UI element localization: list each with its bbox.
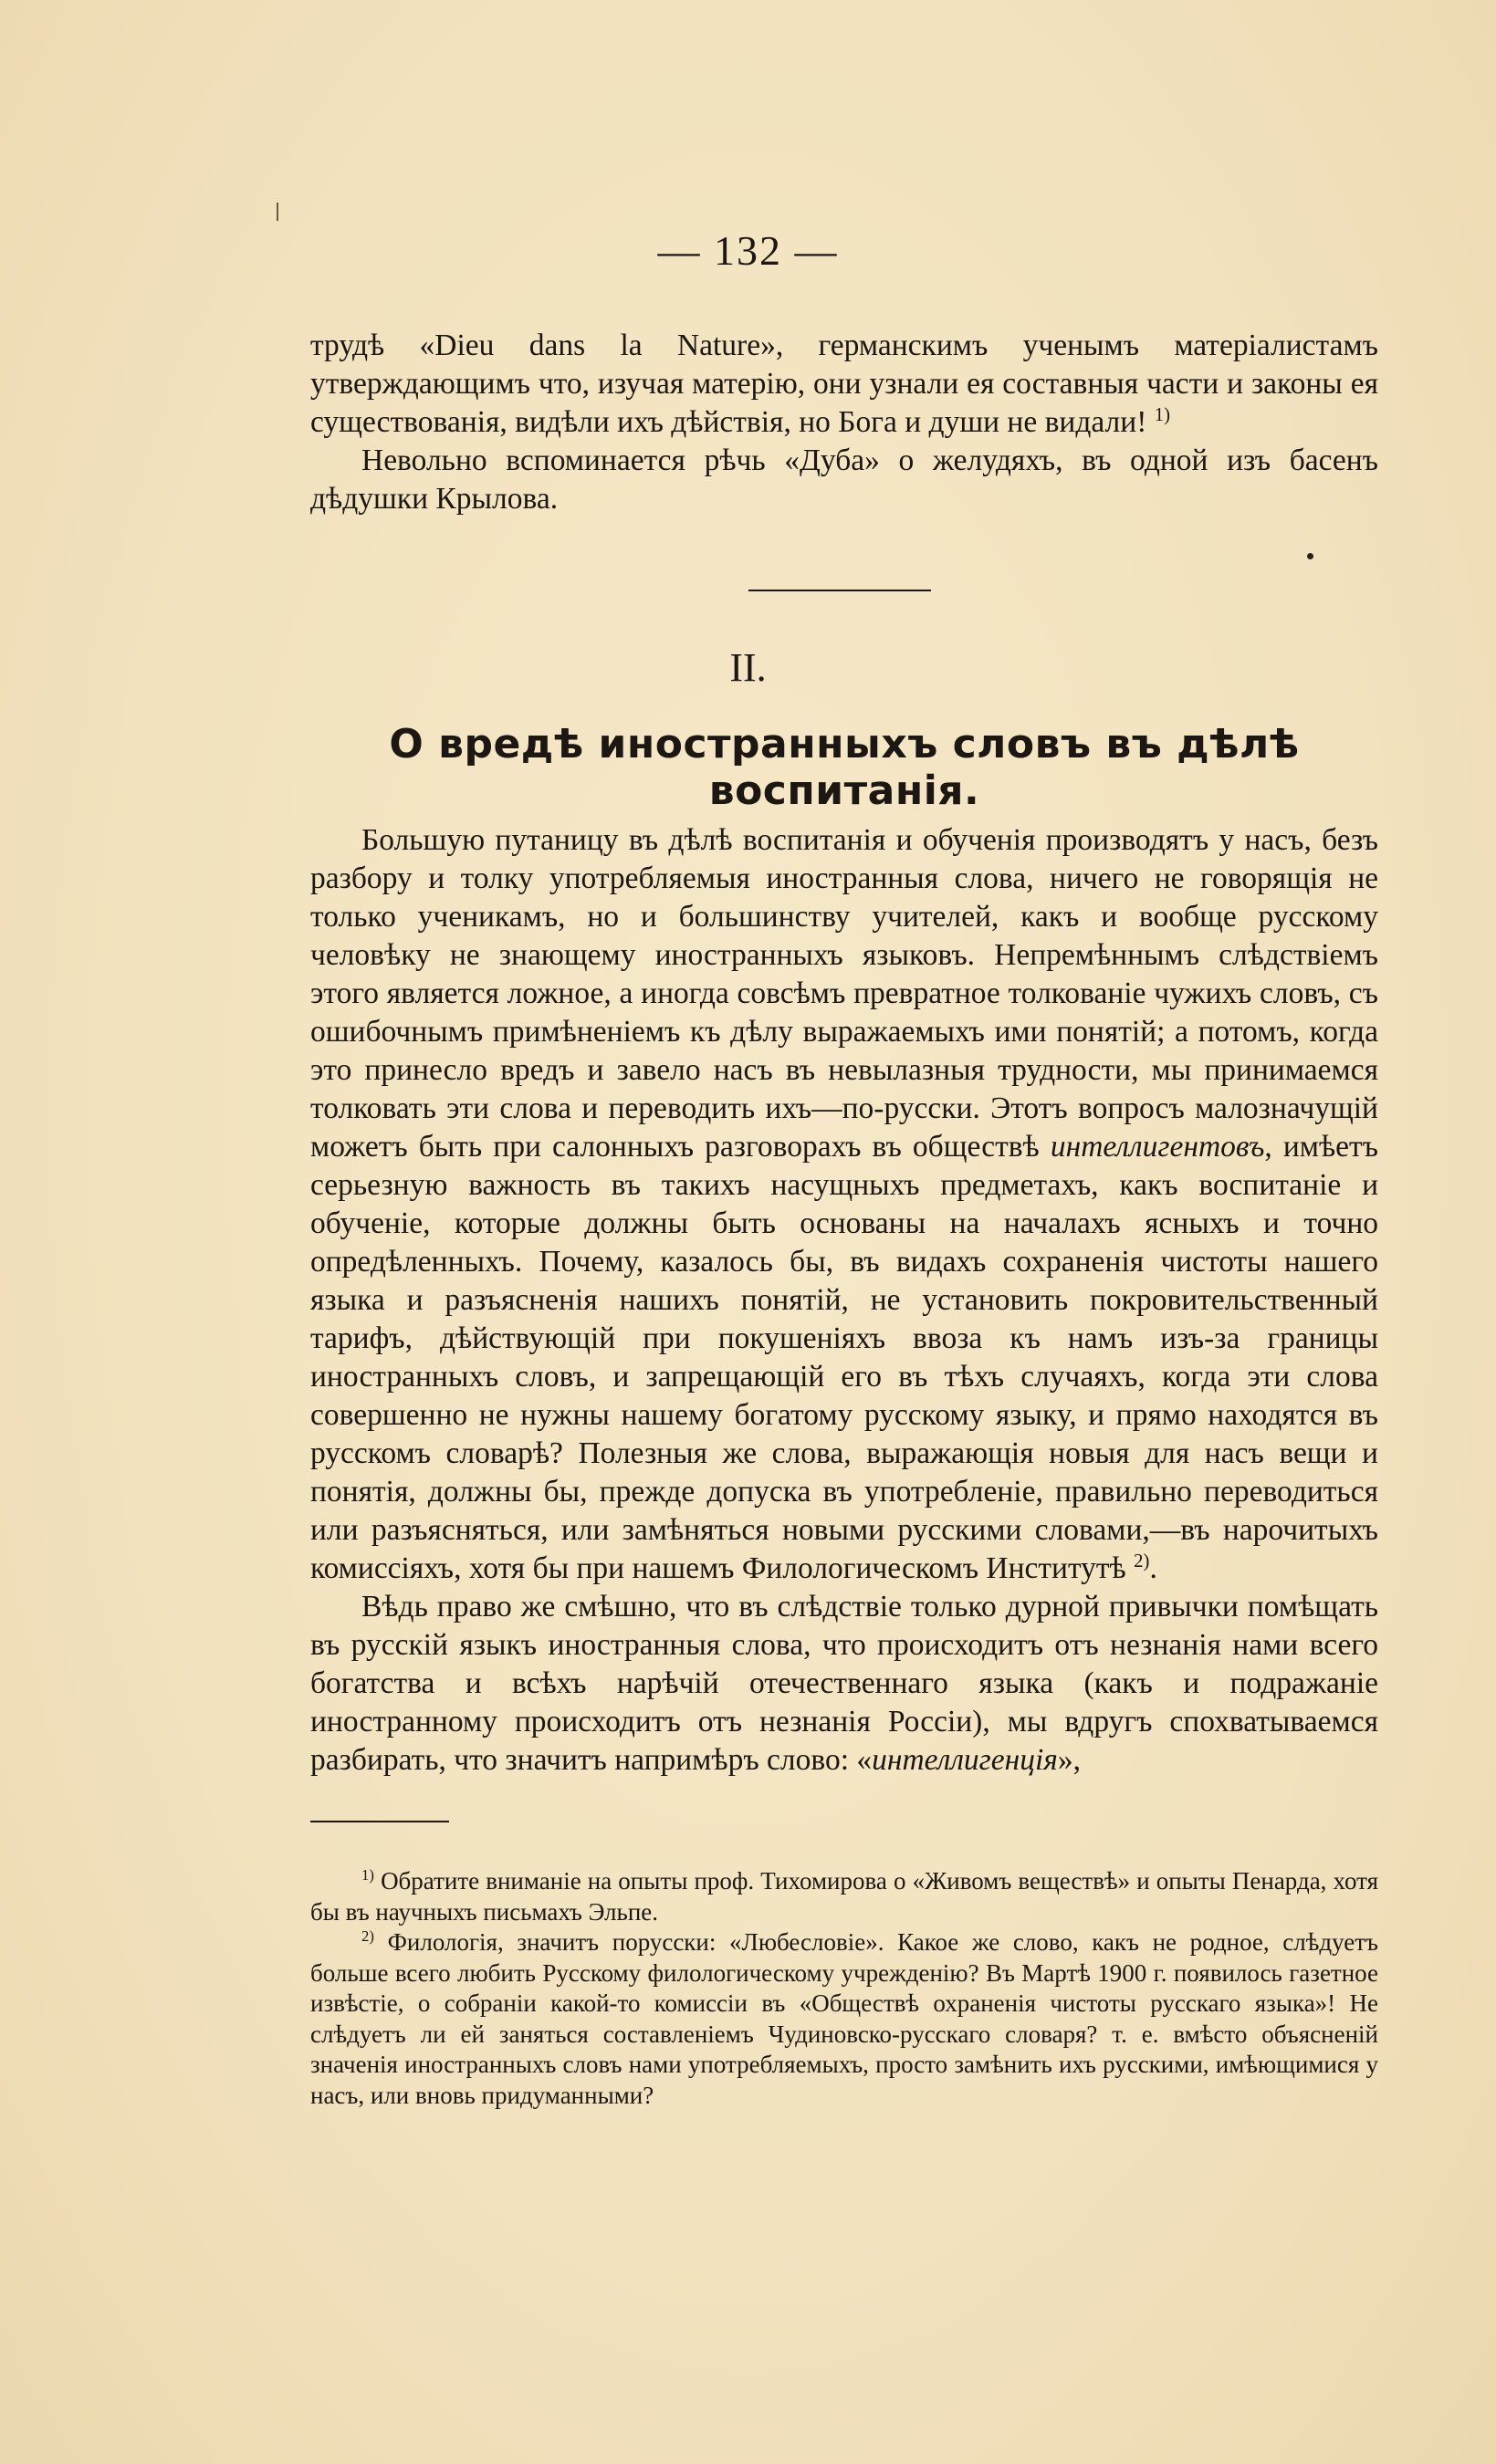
footnote-2: $^{2)}$ Филологія, значитъ порусски: «Любесловіе». Какое же слово, какъ не родное, слѣдуетъ больше всего любить Русскому филологическому учрежденію? Въ Мартѣ 1900 г. появилось газетное извѣстіе, о собраніи какой-то комиссіи въ «Обществѣ охраненія чистоты русскаго языка»! Не слѣдуетъ ли ей заняться составленіемъ Чудиновско-русскаго словаря? т. е. вмѣсто объясненій значенія иностранныхъ словъ нами употребляемыхъ, просто замѣнить ихъ русскими, имѣющимися у насъ, или вновь придуманными? (310, 1927, 1378, 2109)
intro-text (310, 327, 1378, 518)
footnote-1: $^{1)}$ Обратите вниманіе на опыты проф. Тихомирова о «Живомъ веществѣ» и опыты Пенарда, хотя бы въ научныхъ письмахъ Эльпе. (310, 1866, 1378, 1926)
footnote-ref-1: 1) (1154, 403, 1171, 425)
body-paragraph-1: Большую путаницу въ дѣлѣ воспитанія и обученія производятъ у насъ, безъ разбору и толку употребляемыя иностранныя слова, ничего не говорящія не только ученикамъ, но и большинству учителей, какъ и вообще русскому человѣку не знающему иностранныхъ языковъ. Непремѣннымъ слѣдствіемъ этого является ложное, а иногда совсѣмъ превратное толкованіе чужихъ словъ, съ ошибочнымъ примѣненіемъ къ дѣлу выражаемыхъ ими понятій; а потомъ, когда это принесло вредъ и завело насъ въ невылазныя трудности, мы принимаемся толковать эти слова и переводить ихъ—по-русски. Этотъ вопросъ малозначущій можетъ быть при салонныхъ разговорахъ въ обществѣ интеллигентовъ, имѣетъ серьезную важность въ такихъ насущныхъ предметахъ, какъ воспитаніе и обученіе, которые должны быть основаны на началахъ ясныхъ и точно опредѣленныхъ. Почему, казалось бы, въ видахъ сохраненія чистоты нашего языка и разъясненія нашихъ понятій, не установить покровительственный тарифъ, дѣйствующій при покушеніяхъ ввоза къ намъ изъ-за границы иностранныхъ словъ, и запрещающій его въ тѣхъ случаяхъ, когда эти слова совершенно не нужны нашему богатому русскому языку, и прямо находятся въ русскомъ словарѣ? Полезныя же слова, выражающія новыя для насъ вещи и понятія, должны бы, прежде допуска въ употребленіе, правильно переводиться или разъясняться, или замѣняться новыми русскими словами,—въ нарочитыхъ комиссіяхъ, хотя бы при нашемъ Филологическомъ Институтѣ $^{2)}$. (310, 823, 1379, 1585)
body-text (310, 821, 1378, 1780)
footnote-ref-2: 2) (1134, 1550, 1150, 1571)
section-number: II. (729, 645, 767, 690)
section-divider (748, 590, 931, 591)
intro-paragraph-1: трудѣ «Dieu dans la Nature», германскимъ ученымъ матеріалистамъ утверждающимъ что, изучая матерію, они узнали ея составныя части и законы ея существованія, видѣли ихъ дѣйствія, но Бога и души не видали! $^{1)}$ (310, 329, 1378, 439)
footnote-divider (310, 1821, 449, 1822)
page-number: — 132 — (657, 227, 839, 274)
emphasis-word: интеллигентовъ (1050, 1130, 1265, 1164)
footnote-marker-1: 1) (361, 1866, 374, 1884)
ink-speck (1307, 553, 1313, 559)
section-title: О вредѣ иностранныхъ словъ въ дѣлѣ воспитанія. (389, 721, 1300, 814)
footnotes (310, 1866, 1378, 2111)
margin-mark (277, 203, 278, 221)
intro-paragraph-2: Невольно вспоминается рѣчь «Дуба» о желудяхъ, въ одной изъ басенъ дѣдушки Крылова. (310, 444, 1378, 516)
footnote-marker-2: 2) (361, 1927, 374, 1945)
emphasis-word: интеллигенція (872, 1743, 1058, 1777)
body-paragraph-2: Вѣдь право же смѣшно, что въ слѣдствіе только дурной привычки помѣщать въ русскій языкъ иностранныя слова, что происходитъ отъ незнанія нами всего богатства и всѣхъ нарѣчій отечественнаго языка (какъ и подражаніе иностранному происходитъ отъ незнанія Россіи), мы вдругъ спохватываемся разбирать, что значитъ напримѣръ слово: «интеллигенція», (310, 1590, 1378, 1777)
